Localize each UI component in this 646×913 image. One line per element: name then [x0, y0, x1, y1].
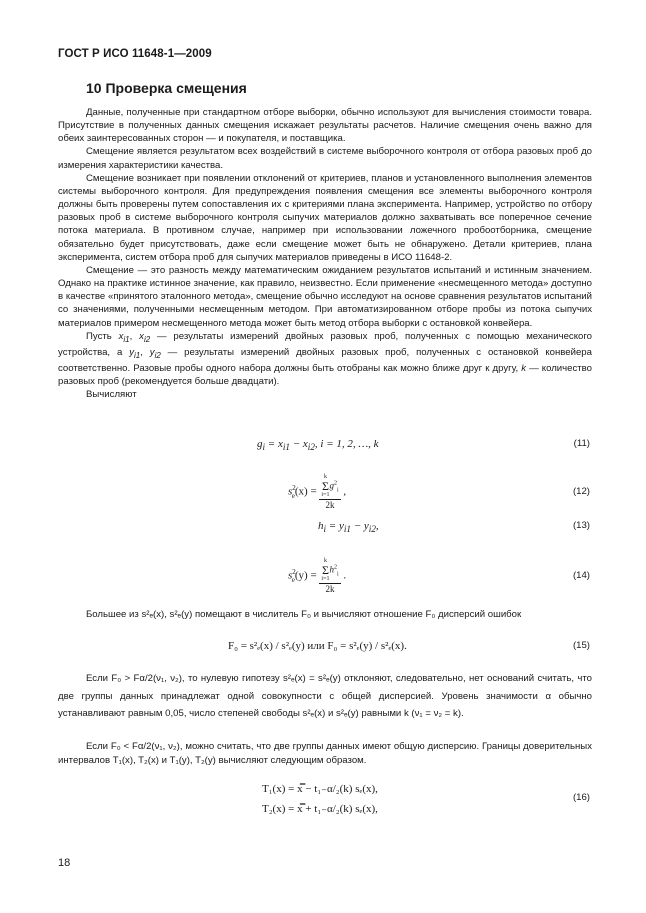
equation-number: (12): [572, 486, 590, 497]
equation-number: (11): [573, 438, 590, 449]
paragraph: Смещение — это разность между математическим ожиданием результатов испытаний и истинным значением. Однако на практике истинное значение, как правило, неизвестно. Если применение «несмещенного метода» доступно в качестве «принятого эталонного метода», смещение обычно исследуют на основе сравнения результатов испытаний со значениями, полученными несмещенным методом. При автоматизированном отборе пробы из потока сыпучих материалов примером несмещенного метода может быть метод отбора выборки с остановкой конвейера.: [58, 264, 592, 329]
formula-14: $s^2_e(y)$ = k Σ i=1 $h^2_i$ 2k . (14): [288, 558, 590, 594]
section-title: 10 Проверка смещения: [86, 80, 247, 96]
equation-number: (16): [572, 792, 590, 803]
body-text: [58, 106, 592, 401]
equation-number: (15): [572, 640, 590, 651]
equation-number: (13): [572, 520, 590, 531]
paragraph: Смещение возникает при появлении отклонений от критериев, планов и установленного выполнения элементов системы выборочного контроля. Для предупреждения появления смещения все элементы выборочного контроля должны быть проверены путем сопоставления их с критериями плана эксперимента. Например, устройство по отбору разовых проб в системе выборочного контроля сыпучих материалов должно захватывать все поперечное сечение потока материала. В противном случае, например при использовании ложечного пробоотборника, смещение обязательно будет присутствовать, даже если смещение может быть не обнаружено. Детали критериев, плана эксперимента, систем отбора проб для сыпучих материалов приведены в ИСО 11648-2.: [58, 172, 592, 263]
paragraph-if-2: Если F₀ < Fα/2(ν₁, ν₂), можно считать, что две группы данных имеют общую дисперсию. Границы доверительных интервалов T₁(x), T₂(x) и T₁(y), T₂(y) вычисляют следующим образом.: [58, 741, 592, 766]
equation-number: (14): [572, 570, 590, 581]
paragraph: Данные, полученные при стандартном отборе выборки, обычно используют для вычисления стоимости товара. Присутствие в полученных данных смещения искажает результаты расчетов. Наличие смещения очень важно для обеих заинтересованных сторон — и покупателя, и поставщика.: [58, 107, 592, 145]
compute-label: Вычисляют: [86, 389, 137, 401]
paragraph-pairs: Пусть $x_{i1}$, $x_{i2}$ — результаты измерений двойных разовых проб, полученных с помощью механического устройства, а $y_{i1}$, $y_{i2}$ — результаты измерений двойных разовых проб, полученных с остановкой конвейера соответственно. Разовые пробы одного набора должны быть отобраны как можно ближе друг к другу, k — количество разовых проб (рекомендуется больше двадцати).: [58, 330, 592, 387]
page-number: 18: [58, 857, 71, 869]
formula-16: T₁(x) = x̿ − t₁₋α/₂(k) sₑ(x), T₂(x) = x̿ + t₁₋α/₂(k) sₑ(x), (16): [262, 783, 590, 815]
formula-12: $s^2_e(x)$ = k Σ i=1 $g^2_i$ 2k , (12): [288, 474, 590, 510]
paragraph-if-1: Если F₀ > Fα/2(ν₁, ν₂), то нулевую гипотезу s²ₑ(x) = s²ₑ(y) отклоняют, следовательно, нет оснований считать, что две группы данных принадлежат одной совокупности с общей дисперсией. Уровень значимости α обычно устанавливают равным 0,05, число степеней свободы s²ₑ(x) и s²ₑ(y) равными k (ν₁ = ν₂ = k).: [58, 673, 592, 719]
paragraph-larger: Большее из s²ₑ(x), s²ₑ(y) помещают в числитель F₀ и вычисляют отношение F₀ дисперсий ошибок: [86, 609, 522, 620]
paragraph: Смещение является результатом всех воздействий в системе выборочного контроля от отбора разовых проб до измерения характеристики качества.: [58, 146, 592, 171]
document-header: ГОСТ Р ИСО 11648-1—2009: [58, 48, 212, 60]
